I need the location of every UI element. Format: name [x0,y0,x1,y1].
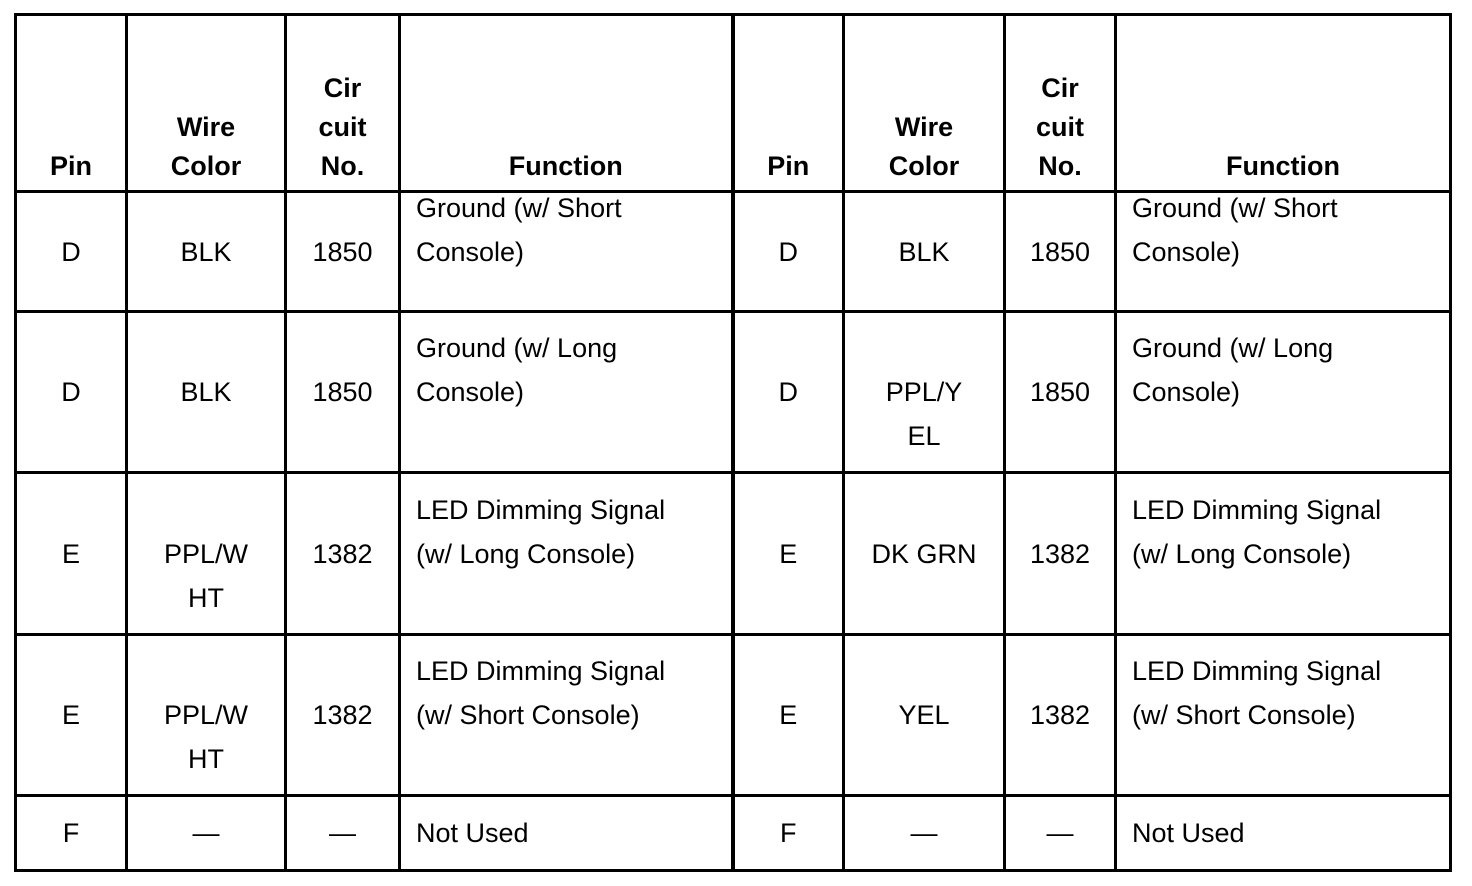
function-cell [1116,192,1451,312]
table-row [16,796,1451,871]
circuit-number-value: 1850 [1029,236,1091,267]
header-function: Function [1116,15,1451,192]
function-text: Console) [416,377,525,407]
function-cell [1116,796,1451,871]
wire-color-cell [844,312,1005,473]
wire-color-cell [844,635,1005,796]
pin-cell [733,312,844,473]
function-text: LED Dimming Signal [416,494,666,525]
function-cell [400,635,733,796]
wire-color-value: HT [188,744,224,774]
function-text: Ground (w/ Long [416,333,618,363]
table-row [16,312,1451,473]
function-text: LED Dimming Signal [1132,656,1382,686]
wire-color-cell [844,192,1005,312]
circuit-number-cell [286,796,400,871]
wire-color-cell [127,312,286,473]
circuit-number-value: 1382 [312,538,373,569]
header-wire-color: Wire Color [844,15,1005,192]
function-text: Not Used [1132,818,1245,848]
function-text: Ground (w/ Short [416,192,622,223]
circuit-number-value: — [1046,818,1074,848]
function-text: Ground (w/ Long [1132,333,1334,363]
function-text: (w/ Long Console) [416,538,636,569]
circuit-number-cell [1005,473,1116,635]
wire-color-value: PPL/W [163,700,249,730]
pin-cell [16,473,127,635]
pin-cell [16,635,127,796]
wire-color-cell [127,635,286,796]
function-cell [1116,473,1451,635]
wire-color-value: PPL/W [163,538,249,569]
wire-color-value: BLK [898,236,950,267]
pin-cell [733,796,844,871]
wire-color-value: PPL/Y [885,377,963,407]
function-text: (w/ Short Console) [1132,700,1356,730]
function-cell [400,796,733,871]
circuit-number-value: 1850 [312,377,373,407]
pin-value: D [778,377,798,407]
pin-cell [16,796,127,871]
pin-cell [16,312,127,473]
wire-color-cell [844,796,1005,871]
function-text: (w/ Long Console) [1132,538,1352,569]
pin-value: F [780,818,797,848]
circuit-number-value: 1850 [1029,377,1091,407]
circuit-number-cell [1005,796,1116,871]
wire-color-cell [127,796,286,871]
function-text: Console) [1132,377,1241,407]
circuit-number-value: 1382 [312,700,373,730]
wire-color-cell [127,192,286,312]
function-cell [400,312,733,473]
pin-value: E [61,700,80,730]
wire-color-value: — [192,818,220,848]
function-text: Not Used [416,818,529,848]
circuit-number-value: — [329,818,356,848]
header-row [16,15,1451,192]
circuit-number-cell [1005,312,1116,473]
circuit-number-cell [286,312,400,473]
pin-cell [733,473,844,635]
pin-value: E [779,700,798,730]
circuit-number-cell [286,635,400,796]
header-circuit-no: Cir cuit No. [286,15,400,192]
table-row [16,192,1451,312]
function-text: Ground (w/ Short [1132,192,1338,223]
wire-color-value: EL [907,421,941,451]
header-pin: Pin [733,15,844,192]
pin-value: D [61,236,81,267]
header-circuit-no: Cir cuit No. [1005,15,1116,192]
table-row [16,473,1451,635]
header-pin: Pin [16,15,127,192]
connector-pinout-table [14,13,1452,872]
wire-color-value: YEL [898,700,950,730]
function-text: (w/ Short Console) [416,700,640,730]
function-text: LED Dimming Signal [416,656,666,686]
circuit-number-cell [286,473,400,635]
circuit-number-value: 1382 [1029,700,1091,730]
header-function: Function [400,15,733,192]
pin-value: F [62,818,80,848]
function-text: Console) [1132,236,1241,267]
function-cell [400,473,733,635]
pin-value: E [61,538,80,569]
function-cell [1116,312,1451,473]
wire-color-cell [127,473,286,635]
function-text: Console) [416,236,525,267]
function-cell [400,192,733,312]
function-text: LED Dimming Signal [1132,494,1382,525]
function-cell [1116,635,1451,796]
wire-color-value: DK GRN [871,538,977,569]
pin-cell [733,635,844,796]
circuit-number-value: 1382 [1029,538,1091,569]
pin-value: D [778,236,798,267]
circuit-number-cell [286,192,400,312]
pin-value: E [779,538,798,569]
wire-color-cell [844,473,1005,635]
circuit-number-cell [1005,192,1116,312]
pin-cell [733,192,844,312]
circuit-number-cell [1005,635,1116,796]
wire-color-value: BLK [180,236,232,267]
wire-color-value: — [910,818,938,848]
header-wire-color: Wire Color [127,15,286,192]
wire-color-value: BLK [180,377,232,407]
wire-color-value: HT [188,582,224,613]
circuit-number-value: 1850 [312,236,373,267]
table-row [16,635,1451,796]
pin-cell [16,192,127,312]
pin-value: D [61,377,81,407]
